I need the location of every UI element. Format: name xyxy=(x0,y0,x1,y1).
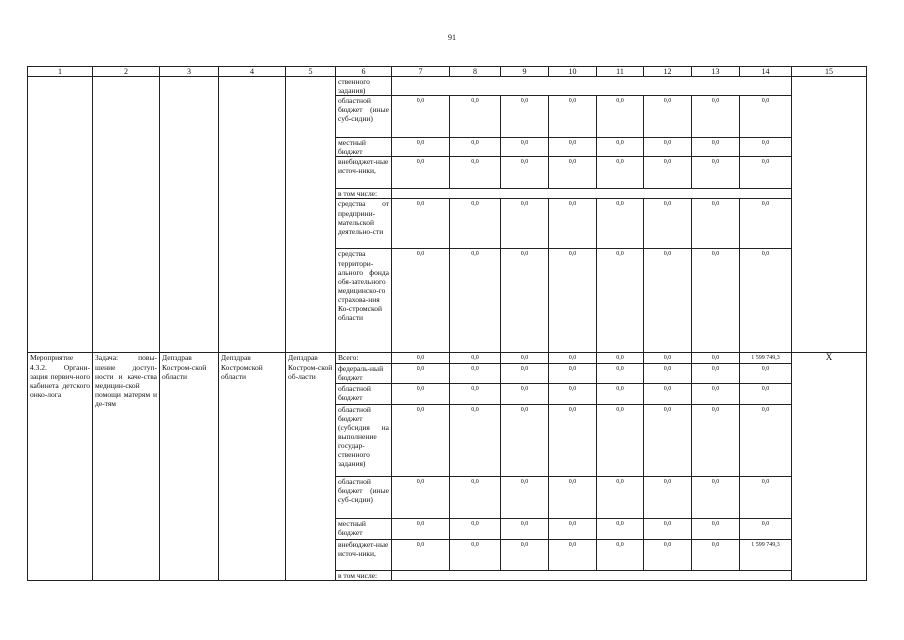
value-cell: 0,0 xyxy=(450,249,501,353)
value-cell: 0,0 xyxy=(450,157,501,189)
value-cell: 0,0 xyxy=(549,249,597,353)
value-cell: 0,0 xyxy=(549,353,597,363)
value-cell: 0,0 xyxy=(450,96,501,138)
column-header: 12 xyxy=(644,67,692,77)
column-header: 5 xyxy=(286,67,336,77)
value-cell: 0,0 xyxy=(392,199,450,249)
value-cell: 0,0 xyxy=(597,138,644,157)
value-cell: 0,0 xyxy=(392,539,450,570)
value-cell: 0,0 xyxy=(597,157,644,189)
value-cell: 0,0 xyxy=(501,383,549,404)
value-cell: 0,0 xyxy=(392,518,450,539)
value-cell: 0,0 xyxy=(392,96,450,138)
value-cell: 0,0 xyxy=(692,96,740,138)
col1-cell xyxy=(28,77,93,353)
value-cell: 0,0 xyxy=(450,363,501,383)
row-label: средства территори-ального фонда обя-зательного медицинско-го страхова-ния Ко-стромской области xyxy=(336,249,392,353)
column-header: 6 xyxy=(336,67,392,77)
value-cell: 1 599 749,3 xyxy=(740,539,792,570)
value-cell: 0,0 xyxy=(644,518,692,539)
value-cell: 1 599 749,3 xyxy=(740,353,792,363)
value-cell: 0,0 xyxy=(392,249,450,353)
row-label: местный бюджет xyxy=(336,518,392,539)
value-cell: 0,0 xyxy=(740,383,792,404)
value-cell: 0,0 xyxy=(644,199,692,249)
value-cell: 0,0 xyxy=(692,157,740,189)
value-cell: 0,0 xyxy=(450,383,501,404)
column-header: 10 xyxy=(549,67,597,77)
value-cell: 0,0 xyxy=(501,518,549,539)
page-number: 91 xyxy=(448,33,456,42)
column-header: 9 xyxy=(501,67,549,77)
value-cell: 0,0 xyxy=(597,518,644,539)
empty-cells xyxy=(392,189,792,199)
value-cell: 0,0 xyxy=(644,539,692,570)
column-header: 4 xyxy=(219,67,286,77)
value-cell: 0,0 xyxy=(549,199,597,249)
row-label: внебюджет-ные источ-ники, xyxy=(336,157,392,189)
value-cell: 0,0 xyxy=(549,363,597,383)
value-cell: 0,0 xyxy=(644,96,692,138)
value-cell: 0,0 xyxy=(692,404,740,476)
value-cell: 0,0 xyxy=(549,518,597,539)
value-cell: 0,0 xyxy=(644,249,692,353)
row-label: федераль-ный бюджет xyxy=(336,363,392,383)
row-label: в том числе: xyxy=(336,570,392,580)
value-cell: 0,0 xyxy=(501,363,549,383)
value-cell: 0,0 xyxy=(392,138,450,157)
row-label: областной бюджет (субсидия на выполнение государ-ственного задания) xyxy=(336,404,392,476)
column-header: 1 xyxy=(28,67,93,77)
value-cell: 0,0 xyxy=(644,404,692,476)
col4-cell xyxy=(219,77,286,353)
value-cell: 0,0 xyxy=(597,476,644,518)
row-label: Всего: xyxy=(336,353,392,363)
value-cell: 0,0 xyxy=(597,539,644,570)
value-cell: 0,0 xyxy=(692,249,740,353)
value-cell: 0,0 xyxy=(549,476,597,518)
value-cell: 0,0 xyxy=(450,199,501,249)
row-label: в том числе: xyxy=(336,189,392,199)
value-cell: 0,0 xyxy=(549,539,597,570)
value-cell: 0,0 xyxy=(501,96,549,138)
value-cell: 0,0 xyxy=(692,518,740,539)
value-cell: 0,0 xyxy=(392,383,450,404)
value-cell: 0,0 xyxy=(501,353,549,363)
value-cell: 0,0 xyxy=(392,157,450,189)
table-row xyxy=(28,353,867,363)
value-cell: 0,0 xyxy=(392,363,450,383)
column-header: 7 xyxy=(392,67,450,77)
value-cell: 0,0 xyxy=(392,353,450,363)
value-cell: 0,0 xyxy=(692,199,740,249)
value-cell: 0,0 xyxy=(597,96,644,138)
row-label: внебюджет-ные источ-ники, xyxy=(336,539,392,570)
value-cell: 0,0 xyxy=(450,353,501,363)
value-cell: 0,0 xyxy=(549,383,597,404)
col3-cell xyxy=(160,77,219,353)
value-cell: 0,0 xyxy=(644,383,692,404)
executor: Депздрав Костром-ской области xyxy=(160,353,219,580)
value-cell: 0,0 xyxy=(450,476,501,518)
value-cell: 0,0 xyxy=(692,383,740,404)
value-cell: 0,0 xyxy=(692,138,740,157)
value-cell: 0,0 xyxy=(644,476,692,518)
executor: Депздрав Костром-ской об-ласти xyxy=(286,353,336,580)
row-label: областной бюджет xyxy=(336,383,392,404)
column-header: 15 xyxy=(792,67,867,77)
value-cell: 0,0 xyxy=(597,199,644,249)
row-label: местный бюджет xyxy=(336,138,392,157)
value-cell: 0,0 xyxy=(740,199,792,249)
value-cell: 0,0 xyxy=(644,138,692,157)
column-header: 11 xyxy=(597,67,644,77)
value-cell: 0,0 xyxy=(597,383,644,404)
value-cell: 0,0 xyxy=(597,353,644,363)
column-header: 14 xyxy=(740,67,792,77)
value-cell: 0,0 xyxy=(549,404,597,476)
value-cell: 0,0 xyxy=(549,96,597,138)
value-cell: 0,0 xyxy=(597,249,644,353)
executor: Депздрав Костромской области xyxy=(219,353,286,580)
value-cell: 0,0 xyxy=(740,518,792,539)
empty-cells xyxy=(392,77,792,96)
value-cell: 0,0 xyxy=(549,138,597,157)
table-row xyxy=(28,77,867,96)
row-label: ственного задания) xyxy=(336,77,392,96)
empty-cells xyxy=(392,570,792,580)
column-header: 2 xyxy=(93,67,160,77)
row-label: областной бюджет (иные суб-сидии) xyxy=(336,96,392,138)
value-cell: 0,0 xyxy=(450,138,501,157)
value-cell: 0,0 xyxy=(740,157,792,189)
col5-cell xyxy=(286,77,336,353)
value-cell: 0,0 xyxy=(501,249,549,353)
value-cell: 0,0 xyxy=(740,96,792,138)
value-cell: 0,0 xyxy=(597,404,644,476)
value-cell: 0,0 xyxy=(692,539,740,570)
value-cell: 0,0 xyxy=(740,249,792,353)
value-cell: 0,0 xyxy=(392,404,450,476)
header-row xyxy=(28,67,867,77)
value-cell: 0,0 xyxy=(644,353,692,363)
value-cell: 0,0 xyxy=(501,476,549,518)
col15-mark: X xyxy=(792,353,867,580)
value-cell: 0,0 xyxy=(740,404,792,476)
value-cell: 0,0 xyxy=(597,363,644,383)
row-label: областной бюджет (иные суб-сидии) xyxy=(336,476,392,518)
value-cell: 0,0 xyxy=(450,518,501,539)
value-cell: 0,0 xyxy=(692,363,740,383)
value-cell: 0,0 xyxy=(740,138,792,157)
col15-cell xyxy=(792,77,867,353)
value-cell: 0,0 xyxy=(644,363,692,383)
value-cell: 0,0 xyxy=(692,476,740,518)
column-header: 13 xyxy=(692,67,740,77)
value-cell: 0,0 xyxy=(740,476,792,518)
value-cell: 0,0 xyxy=(692,353,740,363)
budget-table xyxy=(27,66,867,581)
activity-name: Мероприятие 4.3.2. Органи-зация первич-ного кабинета детского онко-лога xyxy=(28,353,93,580)
value-cell: 0,0 xyxy=(549,157,597,189)
value-cell: 0,0 xyxy=(501,138,549,157)
task-description: Задача: повы-шение доступ-ности и каче-ства медицин-ской помощи матерям и де-тям xyxy=(93,353,160,580)
value-cell: 0,0 xyxy=(392,476,450,518)
value-cell: 0,0 xyxy=(501,199,549,249)
column-header: 8 xyxy=(450,67,501,77)
value-cell: 0,0 xyxy=(450,404,501,476)
row-label: средства от предприни-мательской деятельно-сти xyxy=(336,199,392,249)
value-cell: 0,0 xyxy=(450,539,501,570)
value-cell: 0,0 xyxy=(644,157,692,189)
col2-cell xyxy=(93,77,160,353)
value-cell: 0,0 xyxy=(501,157,549,189)
value-cell: 0,0 xyxy=(501,404,549,476)
value-cell: 0,0 xyxy=(740,363,792,383)
value-cell: 0,0 xyxy=(501,539,549,570)
column-header: 3 xyxy=(160,67,219,77)
